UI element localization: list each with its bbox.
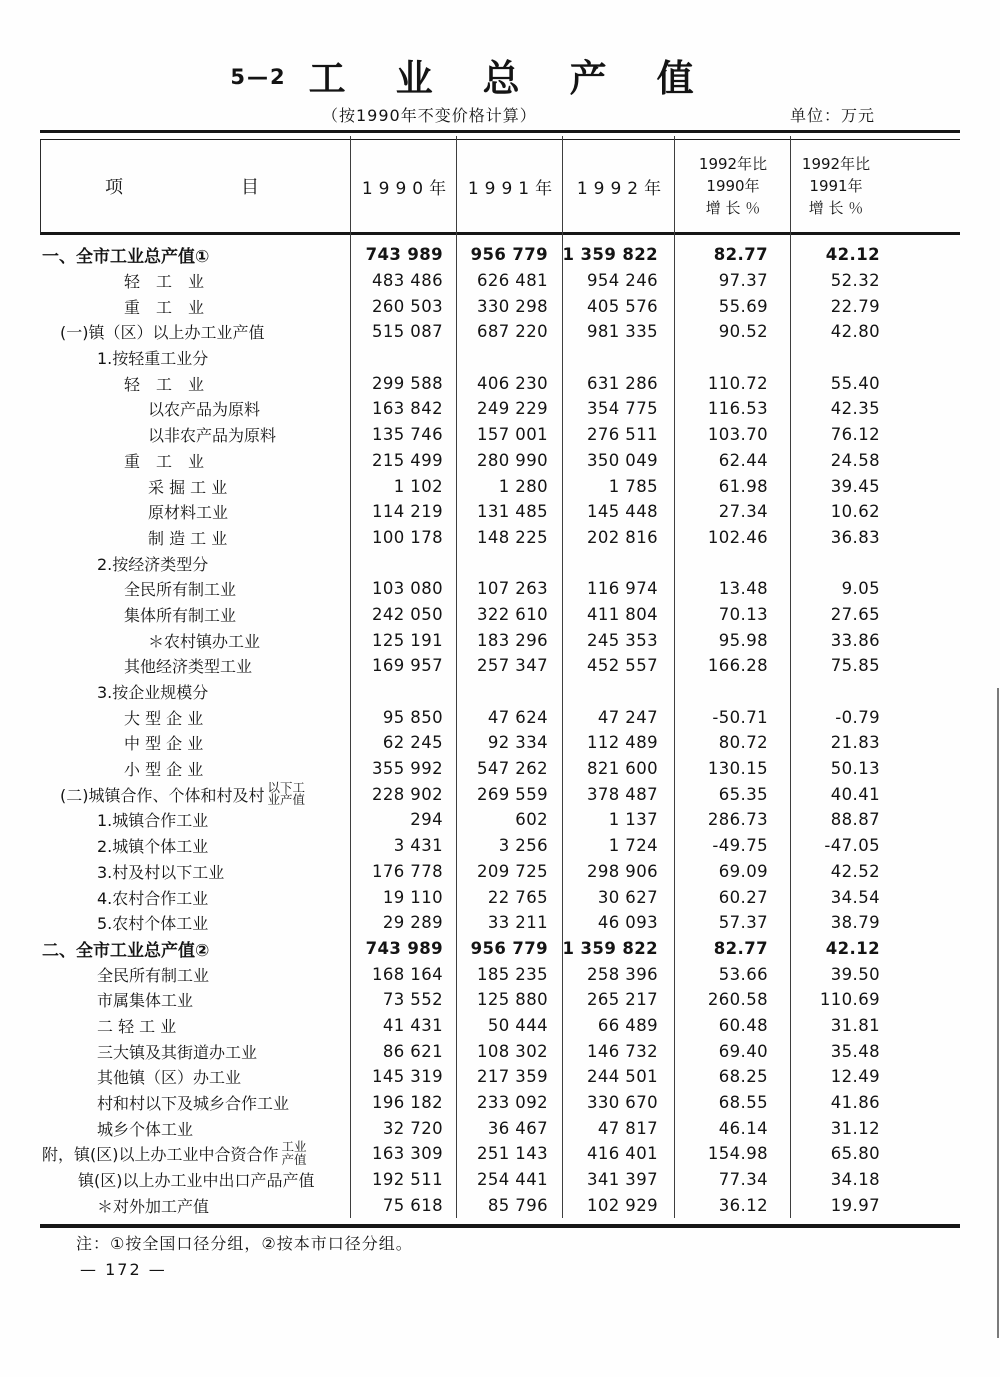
value-1992: 821 600 [586, 759, 658, 779]
value-1991: 125 880 [476, 990, 548, 1010]
value-1992: 452 557 [586, 656, 658, 676]
value-1990: 192 511 [371, 1170, 443, 1190]
growth-92-vs-90: 166.28 [707, 656, 768, 676]
value-1991: 33 211 [487, 913, 548, 933]
statistics-table [40, 130, 960, 1228]
growth-92-vs-90: 90.52 [718, 322, 768, 342]
item-label: 二、全市工业总产值② [42, 940, 210, 961]
table-top-rule [40, 130, 960, 140]
table-row [40, 345, 960, 371]
value-1990: 3 431 [393, 836, 443, 856]
value-1991: 107 263 [476, 579, 548, 599]
value-1991: 108 302 [476, 1041, 548, 1061]
growth-92-vs-91: 21.83 [830, 733, 880, 753]
table-row [40, 910, 960, 936]
growth-92-vs-90: 61.98 [718, 476, 768, 496]
growth-92-vs-91: 10.62 [830, 502, 880, 522]
value-1992: 66 489 [597, 1015, 658, 1035]
value-1991: 209 725 [476, 861, 548, 881]
value-1990: 95 850 [382, 707, 443, 727]
growth-92-vs-91: 35.48 [830, 1041, 880, 1061]
value-1990: 228 902 [371, 784, 443, 804]
growth-92-vs-91: 65.80 [830, 1144, 880, 1164]
item-label: 大 型 企 业 [124, 708, 204, 728]
value-1991: 157 001 [476, 425, 548, 445]
table-row [40, 807, 960, 833]
column-header-1992: 1992年 [576, 178, 668, 199]
growth-92-vs-91: 31.12 [830, 1118, 880, 1138]
column-header-growth-92-90: 1992年比 1990年 增 长 ％ [698, 155, 768, 217]
growth-92-vs-91: 38.79 [830, 913, 880, 933]
table-row [40, 422, 960, 448]
value-1992: 1 359 822 [562, 938, 658, 958]
growth-92-vs-91: 52.32 [830, 271, 880, 291]
growth-92-vs-91: 41.86 [830, 1093, 880, 1113]
item-label: 附，镇(区)以上办工业中合资合作 工业 产值 [42, 1139, 307, 1167]
value-1990: 135 746 [371, 425, 443, 445]
value-1990: 29 289 [382, 913, 443, 933]
item-label: 1.城镇合作工业 [97, 811, 209, 831]
item-label: 5.农村个体工业 [97, 914, 209, 934]
growth-92-vs-91: 27.65 [830, 604, 880, 624]
growth-92-vs-91: 76.12 [830, 425, 880, 445]
item-label: 重 工 业 [124, 451, 205, 471]
growth-92-vs-91: 55.40 [830, 373, 880, 393]
item-label: ＊对外加工产值 [97, 1196, 210, 1216]
column-header-item [41, 140, 351, 232]
table-row [40, 319, 960, 345]
value-1992: 145 448 [586, 502, 658, 522]
growth-92-vs-90: 60.27 [718, 887, 768, 907]
item-label: 二 轻 工 业 [97, 1016, 177, 1036]
item-label: 制 造 工 业 [148, 528, 228, 548]
growth-92-vs-91: 40.41 [830, 784, 880, 804]
value-1990: 242 050 [371, 604, 443, 624]
value-1991: 280 990 [476, 450, 548, 470]
table-row [40, 525, 960, 551]
item-label: (二)城镇合作、个体和村及村 以下工 业产值 [60, 779, 306, 808]
value-1992: 102 929 [586, 1195, 658, 1215]
value-1991: 22 765 [487, 887, 548, 907]
table-row [40, 1141, 960, 1167]
growth-92-vs-90: 70.13 [718, 604, 768, 624]
value-1992: 146 732 [586, 1041, 658, 1061]
table-row [40, 730, 960, 756]
column-divider [350, 136, 351, 1218]
value-1991: 257 347 [476, 656, 548, 676]
value-1992: 276 511 [586, 425, 658, 445]
growth-92-vs-91: 75.85 [830, 656, 880, 676]
item-label: 其他镇（区）办工业 [97, 1068, 242, 1088]
item-header-left: 项 [105, 177, 123, 198]
growth-92-vs-91: 34.54 [830, 887, 880, 907]
value-1991: 254 441 [476, 1170, 548, 1190]
table-row [40, 653, 960, 679]
table-row [40, 884, 960, 910]
value-1991: 406 230 [476, 373, 548, 393]
table-header-row [40, 140, 960, 235]
growth-92-vs-90: 97.37 [718, 271, 768, 291]
value-1992: 258 396 [586, 964, 658, 984]
value-1990: 169 957 [371, 656, 443, 676]
value-1991: 92 334 [487, 733, 548, 753]
growth-92-vs-90: -50.71 [712, 707, 768, 727]
growth-92-vs-90: 80.72 [718, 733, 768, 753]
table-row [40, 1115, 960, 1141]
value-1992: 244 501 [586, 1067, 658, 1087]
table-row [40, 987, 960, 1013]
growth-92-vs-90: 102.46 [707, 527, 768, 547]
growth-92-vs-91: 39.45 [830, 476, 880, 496]
item-label: 集体所有制工业 [124, 605, 237, 625]
table-row [40, 396, 960, 422]
title-text: 工业总产值 [308, 57, 744, 100]
value-1990: 73 552 [382, 990, 443, 1010]
value-1991: 626 481 [476, 271, 548, 291]
growth-92-vs-91: 42.35 [830, 399, 880, 419]
value-1992: 330 670 [586, 1093, 658, 1113]
value-1990: 743 989 [365, 938, 443, 958]
column-header-1990: 1990年 [361, 178, 453, 199]
value-1990: 355 992 [371, 759, 443, 779]
column-header-1991: 1991年 [467, 178, 559, 199]
item-label: 3.村及村以下工业 [97, 862, 225, 882]
growth-92-vs-90: 36.12 [718, 1195, 768, 1215]
value-1990: 196 182 [371, 1093, 443, 1113]
item-label: 2.按经济类型分 [97, 554, 209, 574]
item-label: 以非农产品为原料 [148, 426, 277, 446]
value-1992: 112 489 [586, 733, 658, 753]
column-divider [674, 136, 675, 1218]
value-1990: 215 499 [371, 450, 443, 470]
value-1992: 350 049 [586, 450, 658, 470]
item-label: 原材料工业 [148, 503, 229, 523]
growth-92-vs-90: 65.35 [718, 784, 768, 804]
item-label: 以农产品为原料 [148, 400, 261, 420]
value-1991: 148 225 [476, 527, 548, 547]
table-row [40, 704, 960, 730]
growth-92-vs-90: 27.34 [718, 502, 768, 522]
value-1992: 1 724 [608, 836, 658, 856]
item-label: 轻 工 业 [124, 374, 205, 394]
value-1990: 86 621 [382, 1041, 443, 1061]
value-1991: 956 779 [470, 938, 548, 958]
subtitle: （按1990年不变价格计算） [322, 106, 537, 125]
growth-92-vs-90: 68.25 [718, 1067, 768, 1087]
value-1991: 330 298 [476, 296, 548, 316]
item-label: 1.按轻重工业分 [97, 349, 209, 369]
table-bottom-rule [40, 1224, 960, 1228]
growth-92-vs-90: 154.98 [707, 1144, 768, 1164]
value-1992: 341 397 [586, 1170, 658, 1190]
table-row [40, 1090, 960, 1116]
value-1992: 405 576 [586, 296, 658, 316]
value-1991: 602 [515, 810, 548, 830]
growth-92-vs-91: 12.49 [830, 1067, 880, 1087]
table-row [40, 1167, 960, 1193]
growth-92-vs-90: 116.53 [707, 399, 768, 419]
item-label: 小 型 企 业 [124, 760, 204, 780]
growth-92-vs-91: 33.86 [830, 630, 880, 650]
table-row [40, 448, 960, 474]
unit-label: 单位：万元 [789, 106, 875, 125]
value-1992: 954 246 [586, 271, 658, 291]
item-label: 村和村以下及城乡合作工业 [97, 1094, 290, 1114]
growth-92-vs-90: 69.09 [718, 861, 768, 881]
value-1990: 145 319 [371, 1067, 443, 1087]
item-label-wrapped-suffix: 以下工 业产值 [267, 779, 306, 808]
value-1990: 1 102 [393, 476, 443, 496]
value-1992: 265 217 [586, 990, 658, 1010]
item-label: 市属集体工业 [97, 991, 194, 1011]
growth-92-vs-91: 110.69 [819, 990, 880, 1010]
value-1990: 515 087 [371, 322, 443, 342]
growth-92-vs-90: 130.15 [707, 759, 768, 779]
growth-92-vs-90: 60.48 [718, 1015, 768, 1035]
table-row [40, 1192, 960, 1218]
table-row [40, 859, 960, 885]
table-row [40, 370, 960, 396]
value-1990: 19 110 [382, 887, 443, 907]
growth-92-vs-91: 42.12 [825, 938, 880, 958]
growth-92-vs-91: -0.79 [835, 707, 880, 727]
growth-92-vs-90: -49.75 [712, 836, 768, 856]
value-1992: 298 906 [586, 861, 658, 881]
value-1990: 260 503 [371, 296, 443, 316]
growth-92-vs-90: 82.77 [713, 938, 768, 958]
value-1992: 47 817 [597, 1118, 658, 1138]
value-1990: 743 989 [365, 245, 443, 265]
growth-92-vs-90: 57.37 [718, 913, 768, 933]
value-1990: 62 245 [382, 733, 443, 753]
growth-92-vs-90: 46.14 [718, 1118, 768, 1138]
value-1992: 981 335 [586, 322, 658, 342]
growth-92-vs-90: 77.34 [718, 1170, 768, 1190]
value-1991: 233 092 [476, 1093, 548, 1113]
table-row [40, 473, 960, 499]
item-label: 2.城镇个体工业 [97, 837, 209, 857]
value-1990: 176 778 [371, 861, 443, 881]
footnote: 注：①按全国口径分组，②按本市口径分组。 [76, 1234, 413, 1253]
column-divider [456, 136, 457, 1218]
value-1990: 163 842 [371, 399, 443, 419]
value-1991: 3 256 [498, 836, 548, 856]
item-label: 重 工 业 [124, 297, 205, 317]
value-1990: 114 219 [371, 502, 443, 522]
value-1990: 294 [410, 810, 443, 830]
growth-92-vs-90: 82.77 [713, 245, 768, 265]
value-1991: 131 485 [476, 502, 548, 522]
value-1991: 217 359 [476, 1067, 548, 1087]
table-row [40, 756, 960, 782]
growth-92-vs-91: 50.13 [830, 759, 880, 779]
value-1991: 1 280 [498, 476, 548, 496]
value-1990: 100 178 [371, 527, 443, 547]
value-1992: 245 353 [586, 630, 658, 650]
table-row [40, 1038, 960, 1064]
growth-92-vs-91: 42.80 [830, 322, 880, 342]
table-row [40, 1013, 960, 1039]
table-row [40, 602, 960, 628]
value-1991: 956 779 [470, 245, 548, 265]
item-label-wrapped-suffix: 工业 产值 [281, 1139, 307, 1167]
value-1991: 47 624 [487, 707, 548, 727]
item-label: (一)镇（区）以上办工业产值 [60, 323, 265, 343]
value-1991: 50 444 [487, 1015, 548, 1035]
growth-92-vs-91: 31.81 [830, 1015, 880, 1035]
value-1990: 483 486 [371, 271, 443, 291]
value-1990: 168 164 [371, 964, 443, 984]
table-row [40, 627, 960, 653]
item-label: 其他经济类型工业 [124, 657, 253, 677]
page-title [0, 48, 962, 102]
growth-92-vs-91: 34.18 [830, 1170, 880, 1190]
growth-92-vs-91: 36.83 [830, 527, 880, 547]
growth-92-vs-90: 260.58 [707, 990, 768, 1010]
table-number: 5—2 [230, 65, 287, 89]
value-1990: 103 080 [371, 579, 443, 599]
value-1991: 249 229 [476, 399, 548, 419]
growth-92-vs-91: 88.87 [830, 810, 880, 830]
growth-92-vs-91: 42.12 [825, 245, 880, 265]
table-row [40, 961, 960, 987]
growth-92-vs-91: 39.50 [830, 964, 880, 984]
value-1991: 251 143 [476, 1144, 548, 1164]
growth-92-vs-90: 13.48 [718, 579, 768, 599]
value-1991: 687 220 [476, 322, 548, 342]
item-label: ＊农村镇办工业 [148, 631, 261, 651]
growth-92-vs-90: 68.55 [718, 1093, 768, 1113]
table-row [40, 781, 960, 807]
item-label: 轻 工 业 [124, 272, 205, 292]
value-1992: 47 247 [597, 707, 658, 727]
item-label: 4.农村合作工业 [97, 888, 209, 908]
table-row [40, 936, 960, 962]
item-label: 全民所有制工业 [124, 580, 237, 600]
value-1992: 378 487 [586, 784, 658, 804]
growth-92-vs-90: 95.98 [718, 630, 768, 650]
item-label: 采 掘 工 业 [148, 477, 228, 497]
value-1991: 183 296 [476, 630, 548, 650]
growth-92-vs-90: 62.44 [718, 450, 768, 470]
growth-92-vs-90: 103.70 [707, 425, 768, 445]
value-1990: 75 618 [382, 1195, 443, 1215]
value-1992: 1 785 [608, 476, 658, 496]
growth-92-vs-91: 9.05 [841, 579, 880, 599]
table-row [40, 268, 960, 294]
growth-92-vs-90: 69.40 [718, 1041, 768, 1061]
value-1990: 125 191 [371, 630, 443, 650]
value-1992: 354 775 [586, 399, 658, 419]
table-row [40, 576, 960, 602]
item-label: 中 型 企 业 [124, 734, 204, 754]
value-1992: 631 286 [586, 373, 658, 393]
value-1992: 202 816 [586, 527, 658, 547]
table-body [40, 235, 960, 1224]
table-row [40, 499, 960, 525]
value-1992: 30 627 [597, 887, 658, 907]
table-row [40, 550, 960, 576]
item-label: 3.按企业规模分 [97, 683, 209, 703]
value-1990: 41 431 [382, 1015, 443, 1035]
column-divider [562, 136, 563, 1218]
value-1992: 411 804 [586, 604, 658, 624]
column-divider [790, 136, 791, 1218]
value-1990: 163 309 [371, 1144, 443, 1164]
value-1991: 36 467 [487, 1118, 548, 1138]
item-label: 全民所有制工业 [97, 965, 210, 985]
item-label: 一、全市工业总产值① [42, 247, 210, 268]
table-row [40, 833, 960, 859]
table-row [40, 242, 960, 268]
page-number: — 172 — [80, 1260, 167, 1279]
value-1992: 416 401 [586, 1144, 658, 1164]
value-1991: 322 610 [476, 604, 548, 624]
value-1992: 116 974 [586, 579, 658, 599]
value-1991: 85 796 [487, 1195, 548, 1215]
value-1990: 32 720 [382, 1118, 443, 1138]
growth-92-vs-90: 55.69 [718, 296, 768, 316]
value-1990: 299 588 [371, 373, 443, 393]
item-header-right: 目 [241, 177, 259, 198]
growth-92-vs-91: 24.58 [830, 450, 880, 470]
value-1991: 185 235 [476, 964, 548, 984]
table-row [40, 1064, 960, 1090]
growth-92-vs-91: 42.52 [830, 861, 880, 881]
scan-artifact [997, 688, 999, 1338]
table-row [40, 293, 960, 319]
growth-92-vs-91: 22.79 [830, 296, 880, 316]
item-label: 三大镇及其街道办工业 [97, 1042, 258, 1062]
growth-92-vs-90: 53.66 [718, 964, 768, 984]
value-1992: 1 137 [608, 810, 658, 830]
item-label: 镇(区)以上办工业中出口产品产值 [78, 1171, 315, 1191]
table-row [40, 679, 960, 705]
value-1992: 1 359 822 [562, 245, 658, 265]
item-label: 城乡个体工业 [97, 1119, 194, 1139]
growth-92-vs-91: -47.05 [824, 836, 880, 856]
value-1991: 269 559 [476, 784, 548, 804]
growth-92-vs-91: 19.97 [830, 1195, 880, 1215]
column-header-growth-92-91: 1992年比 1991年 增 长 ％ [801, 155, 871, 217]
growth-92-vs-90: 286.73 [707, 810, 768, 830]
value-1991: 547 262 [476, 759, 548, 779]
growth-92-vs-90: 110.72 [707, 373, 768, 393]
value-1992: 46 093 [597, 913, 658, 933]
